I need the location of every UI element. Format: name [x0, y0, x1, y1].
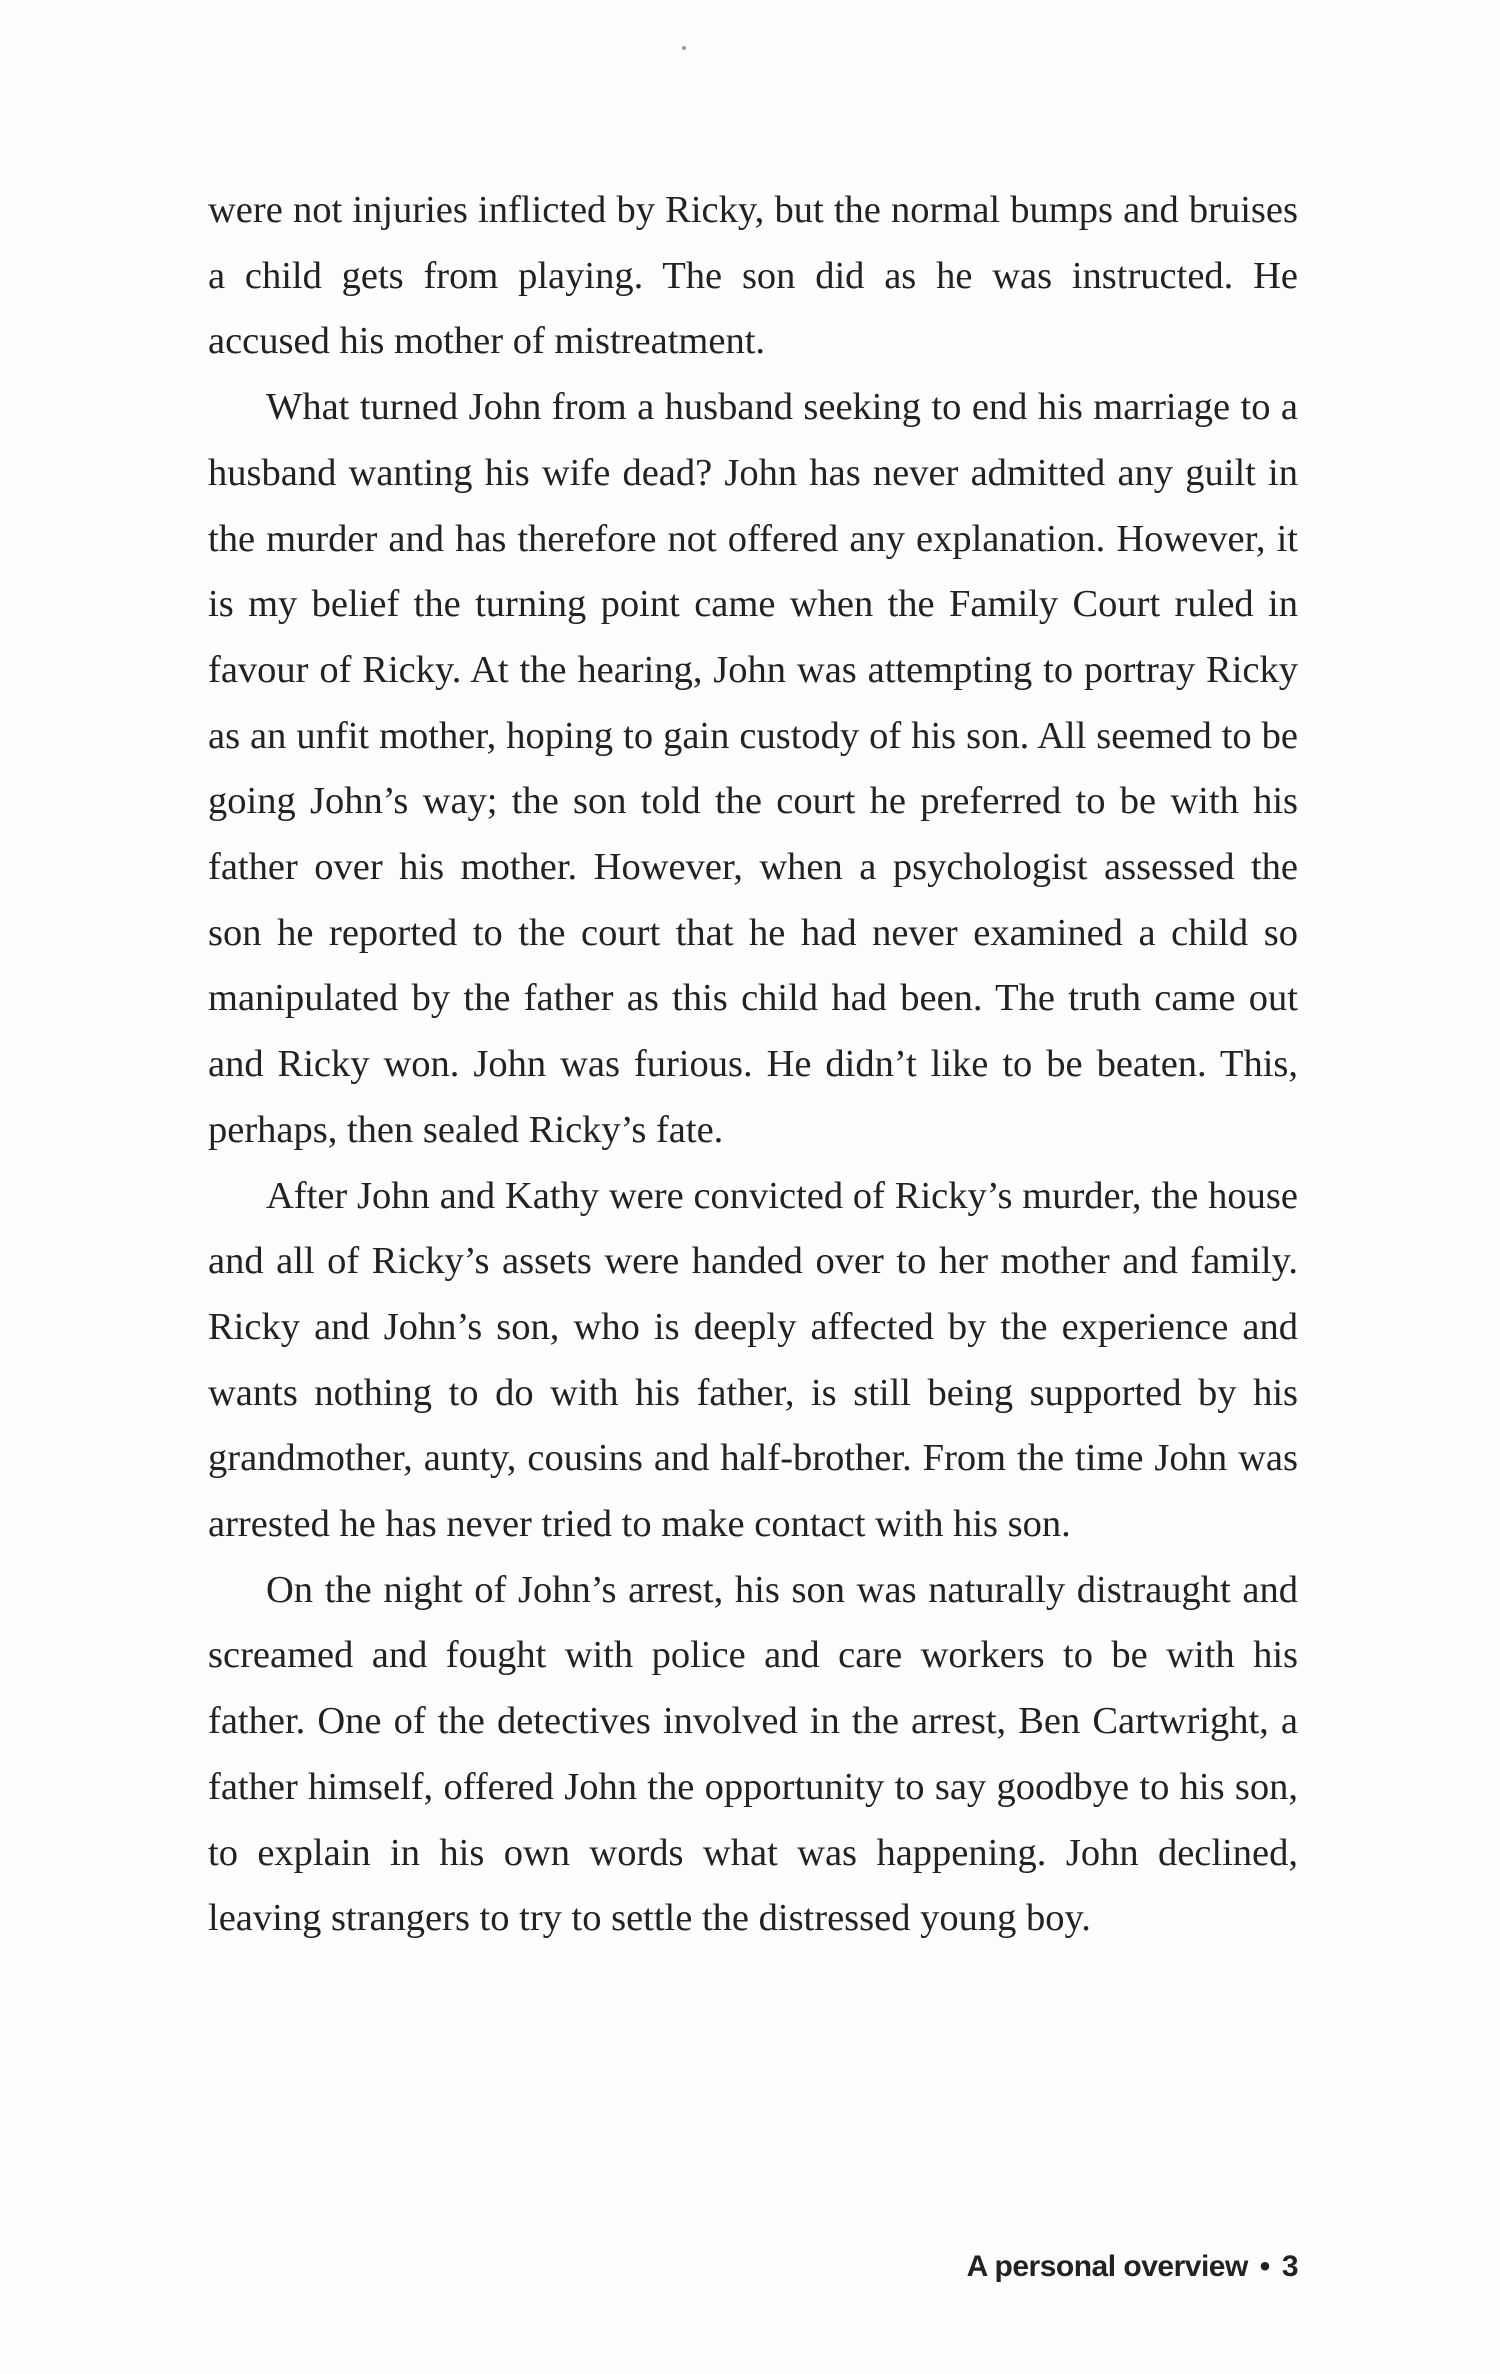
footer-section-title: A personal overview: [966, 2250, 1248, 2283]
body-text: [208, 178, 1298, 1952]
paragraph-4: On the night of John’s arrest, his son was naturally distraught and screamed and fought with police and care workers to be with his father. One of the detectives involved in the arrest, Ben Cartwright, a father himself, offered John the opportunity to say goodbye to his son, to explain in his own words what was happening. John declined, leaving strangers to try to settle the distressed young boy.: [208, 1568, 1298, 1940]
paragraph-3: After John and Kathy were convicted of Ricky’s murder, the house and all of Ricky’s assets were handed over to her mother and family. Ricky and John’s son, who is deeply affected by the experience and wants nothing to do with his father, is still being supported by his grandmother, aunty, cousins and half-brother. From the time John was arrested he has never tried to make contact with his son.: [208, 1174, 1298, 1546]
scan-speck: [682, 46, 686, 50]
footer-separator: •: [1259, 2250, 1270, 2283]
paragraph-1: were not injuries inflicted by Ricky, but the normal bumps and bruises a child gets from playing. The son did as he was instructed. He accused his mother of mistreatment.: [208, 189, 1298, 363]
running-footer: [967, 2250, 1298, 2284]
page-number: 3: [1281, 2250, 1298, 2283]
paragraph-2: What turned John from a husband seeking to end his marriage to a husband wanting his wife dead? John has never admitted any guilt in the murder and has therefore not offered any explanation. However, it is my belief the turning point came when the Family Court ruled in favour of Ricky. At the hearing, John was attempting to portray Ricky as an unfit mother, hoping to gain custody of his son. All seemed to be going John’s way; the son told the court he preferred to be with his father over his mother. However, when a psychologist assessed the son he reported to the court that he had never examined a child so manipulated by the father as this child had been. The truth came out and Ricky won. John was furious. He didn’t like to be beaten. This, perhaps, then sealed Ricky’s fate.: [208, 386, 1298, 1151]
